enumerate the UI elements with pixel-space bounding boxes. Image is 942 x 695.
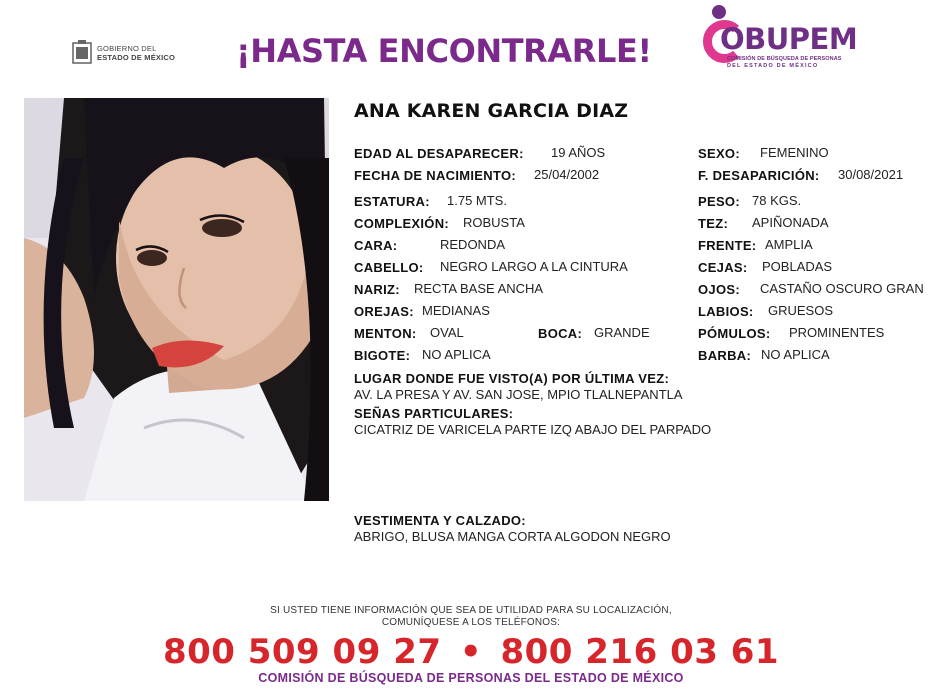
menton-value: OVAL <box>430 325 464 340</box>
labios-value: GRUESOS <box>768 303 834 318</box>
cejas-label: CEJAS: <box>698 260 748 275</box>
clothing-label: VESTIMENTA Y CALZADO: <box>354 513 526 528</box>
barba-value: NO APLICA <box>761 347 830 362</box>
sexo-label: SEXO: <box>698 146 740 161</box>
desaparicion-value: 30/08/2021 <box>838 167 904 182</box>
labios-label: LABIOS: <box>698 304 754 319</box>
pomulos-value: PROMINENTES <box>789 325 885 340</box>
person-photo <box>24 98 329 501</box>
edad-value: 19 AÑOS <box>551 145 606 160</box>
marks-label: SEÑAS PARTICULARES: <box>354 406 514 421</box>
cara-value: REDONDA <box>440 237 506 252</box>
cobupem-subtitle: COMISIÓN DE BÚSQUEDA DE PERSONAS DEL ESTADO DE MÉXICO <box>727 56 842 69</box>
menton-label: MENTON: <box>354 326 417 341</box>
peso-label: PESO: <box>698 194 740 209</box>
clothing-value: ABRIGO, BLUSA MANGA CORTA ALGODON NEGRO <box>354 529 671 544</box>
estatura-label: ESTATURA: <box>354 194 430 209</box>
headline: ¡HASTA ENCONTRARLE! <box>236 32 652 70</box>
frente-value: AMPLIA <box>765 237 813 252</box>
orejas-label: OREJAS: <box>354 304 414 319</box>
edad-label: EDAD AL DESAPARECER: <box>354 146 524 161</box>
nariz-value: RECTA BASE ANCHA <box>414 281 544 296</box>
nacimiento-value: 25/04/2002 <box>534 167 600 182</box>
nacimiento-label: FECHA DE NACIMIENTO: <box>354 168 516 183</box>
info-text: SI USTED TIENE INFORMACIÓN QUE SEA DE UTILIDAD PARA SU LOCALIZACIÓN, COMUNÍQUESE A LOS TELÉFONOS: <box>270 605 672 628</box>
peso-value: 78 KGS. <box>752 193 802 208</box>
ojos-value: CASTAÑO OSCURO GRAN <box>760 281 924 296</box>
pomulos-label: PÓMULOS: <box>698 326 771 341</box>
gov-logo <box>72 40 175 66</box>
estatura-value: 1.75 MTS. <box>447 193 507 208</box>
phone-number-1[interactable]: 800 509 09 27 <box>162 632 442 672</box>
barba-label: BARBA: <box>698 348 752 363</box>
commission-name: COMISIÓN DE BÚSQUEDA DE PERSONAS DEL ESTADO DE MÉXICO <box>258 671 684 685</box>
sexo-value: FEMENINO <box>760 145 829 160</box>
ojos-label: OJOS: <box>698 282 740 297</box>
last-seen-label: LUGAR DONDE FUE VISTO(A) POR ÚLTIMA VEZ: <box>354 371 670 386</box>
phone-separator: • <box>459 632 483 672</box>
complexion-label: COMPLEXIÓN: <box>354 216 450 231</box>
tez-value: APIÑONADA <box>752 215 829 230</box>
cabello-value: NEGRO LARGO A LA CINTURA <box>440 259 628 274</box>
cejas-value: POBLADAS <box>762 259 833 274</box>
bigote-label: BIGOTE: <box>354 348 411 363</box>
last-seen-value: AV. LA PRESA Y AV. SAN JOSE, MPIO TLALNEPANTLA <box>354 387 683 402</box>
marks-value: CICATRIZ DE VARICELA PARTE IZQ ABAJO DEL PARPADO <box>354 422 712 437</box>
boca-label: BOCA: <box>538 326 583 341</box>
complexion-value: ROBUSTA <box>463 215 525 230</box>
frente-label: FRENTE: <box>698 238 757 253</box>
phone-numbers <box>0 632 942 672</box>
cobupem-wordmark: OBUPEM <box>720 22 858 56</box>
boca-value: GRANDE <box>594 325 650 340</box>
bigote-value: NO APLICA <box>422 347 491 362</box>
cabello-label: CABELLO: <box>354 260 424 275</box>
desaparicion-label: F. DESAPARICIÓN: <box>698 168 820 183</box>
gov-logo-text: GOBIERNO DEL ESTADO DE MÉXICO <box>97 44 176 62</box>
tez-label: TEZ: <box>698 216 729 231</box>
phone-number-2[interactable]: 800 216 03 61 <box>500 632 780 672</box>
gov-shield-icon <box>72 40 92 66</box>
cara-label: CARA: <box>354 238 398 253</box>
person-name: ANA KAREN GARCIA DIAZ <box>354 100 629 122</box>
nariz-label: NARIZ: <box>354 282 400 297</box>
orejas-value: MEDIANAS <box>422 303 490 318</box>
